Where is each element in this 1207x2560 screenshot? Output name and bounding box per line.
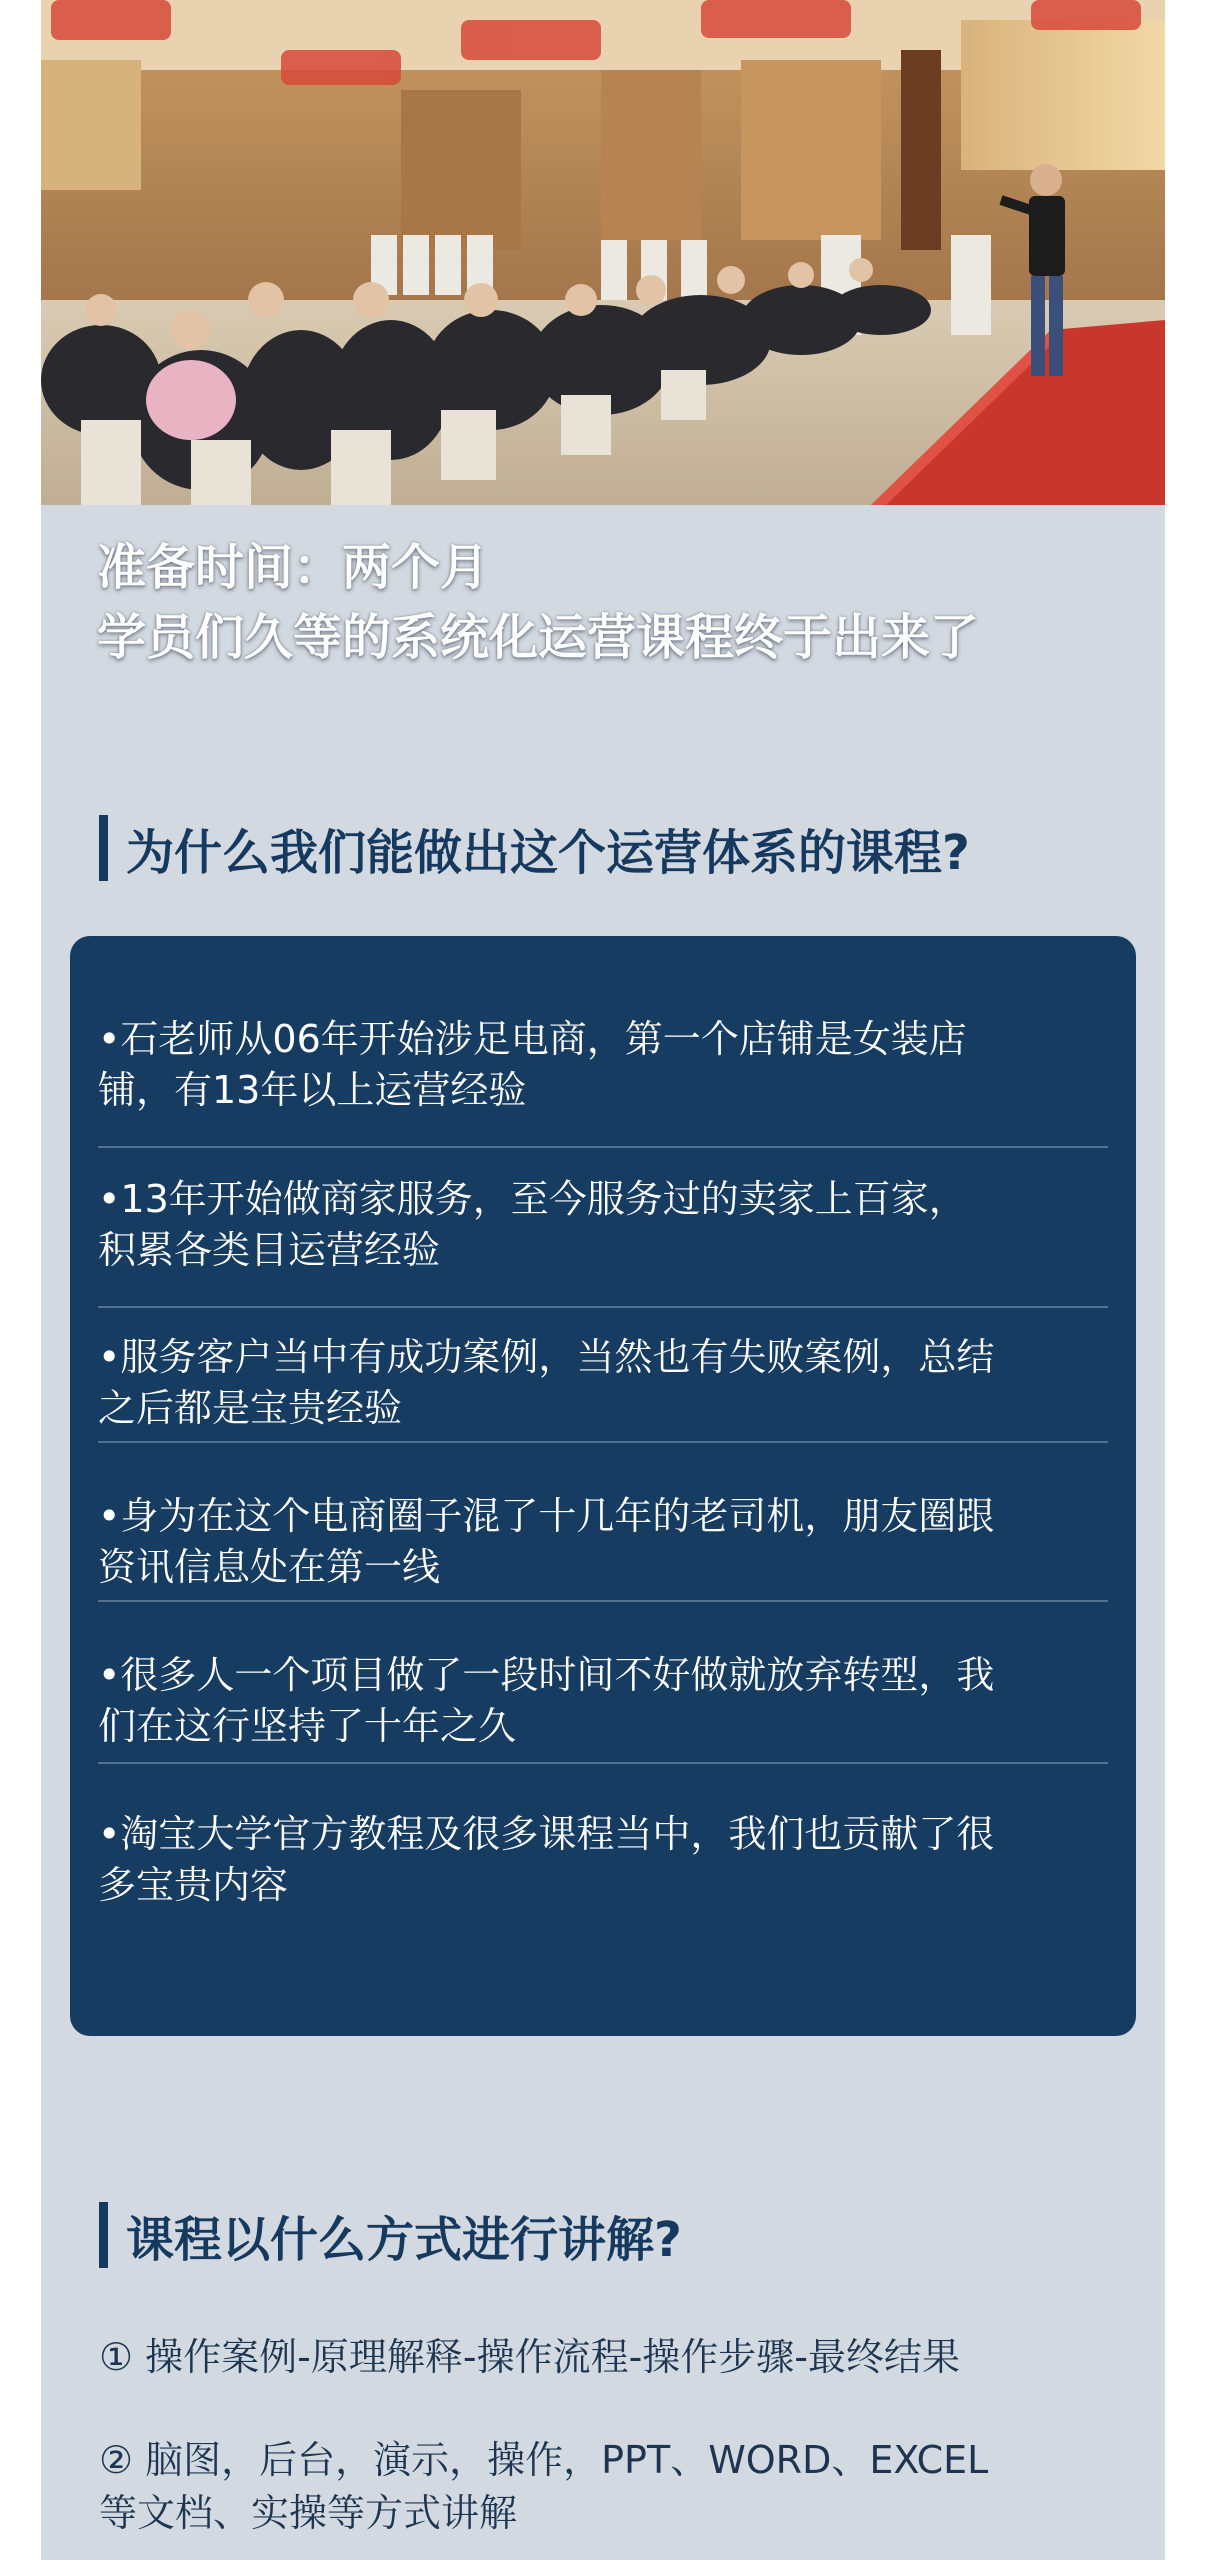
list-item: ② 脑图，后台，演示，操作，PPT、WORD、EXCEL 等文档、实操等方式讲解	[99, 2438, 989, 2535]
section-heading-why	[99, 815, 1139, 881]
list-item: •服务客户当中有成功案例，当然也有失败案例，总结 之后都是宝贵经验	[98, 1335, 995, 1430]
list-item: •身为在这个电商圈子混了十几年的老司机，朋友圈跟 资讯信息处在第一线	[98, 1494, 995, 1589]
list-item: •石老师从06年开始涉足电商，第一个店铺是女装店 铺，有13年以上运营经验	[98, 1017, 967, 1112]
section-heading-how	[99, 2202, 1139, 2268]
intro-text	[97, 533, 1127, 673]
list-item: •13年开始做商家服务，至今服务过的卖家上百家， 积累各类目运营经验	[98, 1177, 967, 1272]
intro-line-1: 准备时间：两个月	[97, 539, 490, 596]
section-heading-text: 课程以什么方式进行讲解?	[126, 2211, 682, 2268]
reasons-card	[70, 936, 1136, 2036]
heading-accent-bar	[99, 815, 108, 881]
list-item: •很多人一个项目做了一段时间不好做就放弃转型，我 们在这行坚持了十年之久	[98, 1653, 995, 1748]
divider	[98, 1600, 1108, 1602]
list-item: ① 操作案例-原理解释-操作流程-操作步骤-最终结果	[99, 2335, 960, 2379]
divider	[98, 1306, 1108, 1308]
conference-photo	[41, 0, 1165, 505]
divider	[98, 1441, 1108, 1443]
divider	[98, 1762, 1108, 1764]
divider	[98, 1146, 1108, 1148]
intro-line-2: 学员们久等的系统化运营课程终于出来了	[97, 609, 980, 666]
section-heading-text: 为什么我们能做出这个运营体系的课程?	[126, 824, 970, 881]
list-item: •淘宝大学官方教程及很多课程当中，我们也贡献了很 多宝贵内容	[98, 1812, 995, 1907]
heading-accent-bar	[99, 2202, 108, 2268]
content-column	[41, 0, 1165, 2560]
